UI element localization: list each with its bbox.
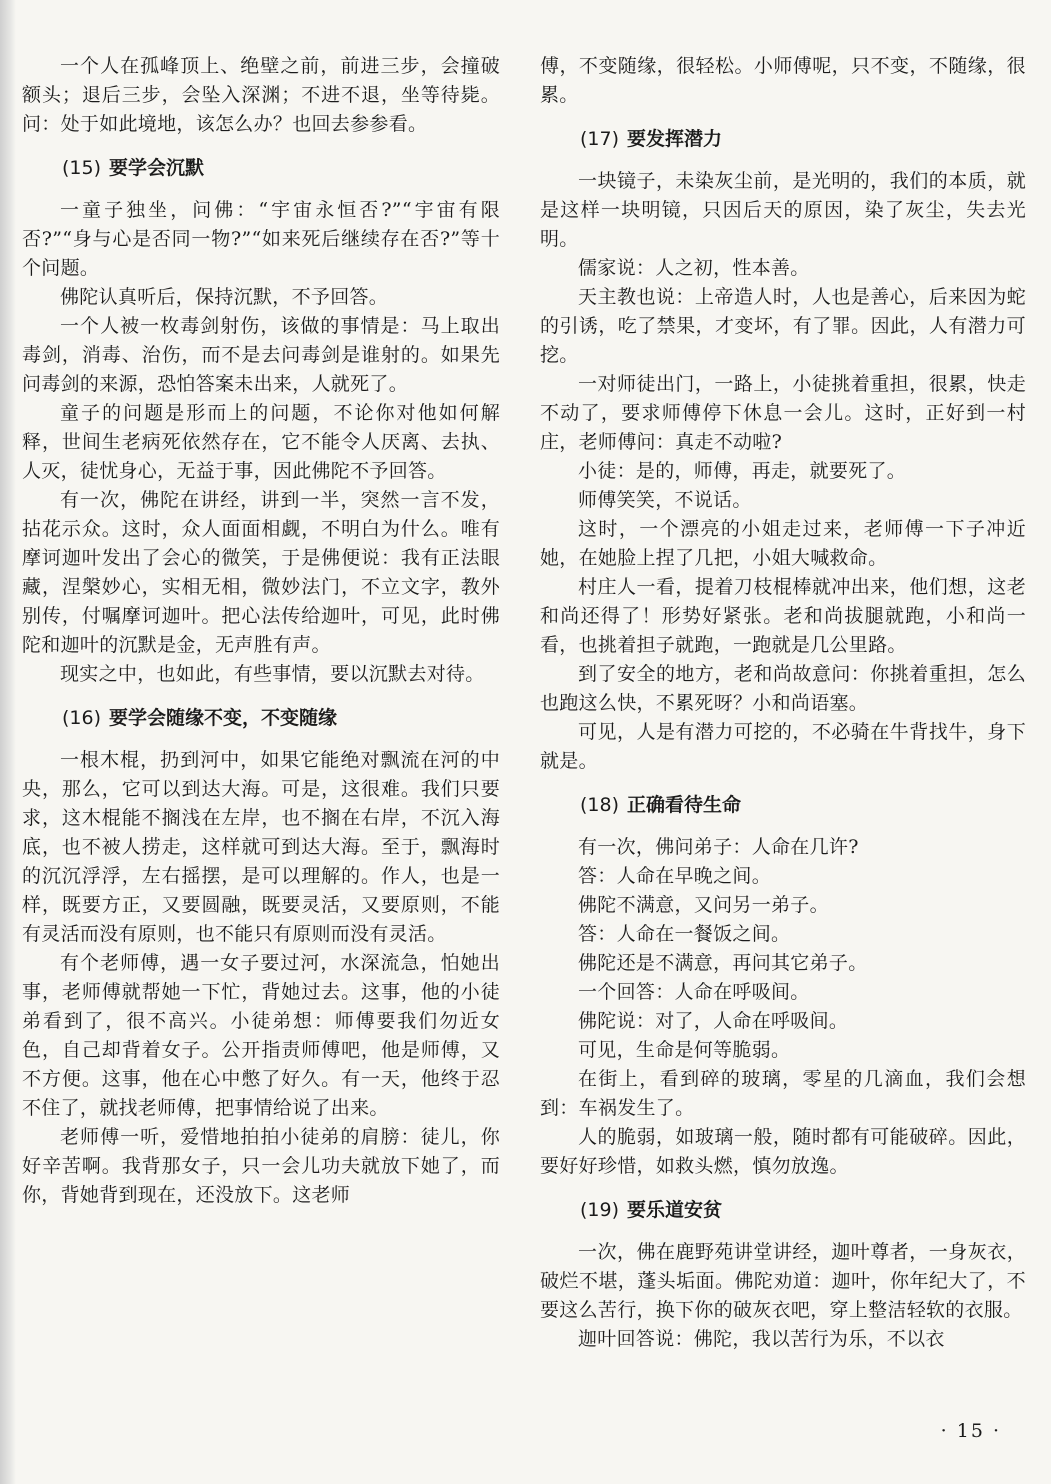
section-number: (17) xyxy=(580,128,620,150)
paragraph: 答：人命在早晚之间。 xyxy=(578,865,772,887)
paragraph: 一次，佛在鹿野苑讲堂讲经，迦叶尊者，一身灰衣，破烂不堪，蓬头垢面。佛陀劝道：迦叶，你年纪大了，不要这么苦行，换下你的破灰衣吧，穿上整洁轻软的衣服。 xyxy=(540,1241,1026,1321)
paragraph: 有一次，佛问弟子：人命在几许? xyxy=(578,836,859,858)
paragraph: 迦叶回答说：佛陀，我以苦行为乐，不以衣 xyxy=(578,1328,945,1350)
paragraph: 一块镜子，未染灰尘前，是光明的，我们的本质，就是这样一块明镜，只因后天的原因，染了灰尘，失去光明。 xyxy=(540,170,1026,250)
paragraph: 一个回答：人命在呼吸间。 xyxy=(578,981,810,1003)
paragraph: 可见，生命是何等脆弱。 xyxy=(578,1039,791,1061)
section-number: (19) xyxy=(580,1199,620,1221)
section-title: 要学会随缘不变，不变随缘 xyxy=(109,707,338,729)
paragraph: 一个人被一枚毒剑射伤，该做的事情是：马上取出毒剑，消毒、治伤，而不是去问毒剑是谁射的。如果先问毒剑的来源，恐怕答案未出来，人就死了。 xyxy=(22,315,500,395)
paragraph: 一根木棍，扔到河中，如果它能绝对飘流在河的中央，那么，它可以到达大海。可是，这很难。我们只要求，这木棍能不搁浅在左岸，也不搁在右岸，不沉入海底，也不被人捞走，这样就可到达大海。至于，飘海时的沉沉浮浮，左右摇摆，是可以理解的。作人，也是一样，既要方正，又要圆融，既要灵活，又要原则，不能有灵活而没有原则，也不能只有原则而没有灵活。 xyxy=(22,749,500,945)
right-column xyxy=(540,52,1026,1354)
paragraph: 童子的问题是形而上的问题，不论你对他如何解释，世间生老病死依然存在，它不能令人厌离、去执、人灭，徒忧身心，无益于事，因此佛陀不予回答。 xyxy=(22,402,500,482)
scan-shadow-edge xyxy=(0,0,16,1484)
section-title: 正确看待生命 xyxy=(627,794,742,816)
section-title: 要发挥潜力 xyxy=(627,128,723,150)
paragraph: 小徒：是的，师傅，再走，就要死了。 xyxy=(578,460,907,482)
section-number: (16) xyxy=(62,707,102,729)
paragraph: 有个老师傅，遇一女子要过河，水深流急，怕她出事，老师傅就帮她一下忙，背她过去。这事，他的小徒弟看到了，很不高兴。小徒弟想：师傅要我们勿近女色，自己却背着女子。公开指责师傅吧，他是师傅，又不方便。这事，他在心中憋了好久。有一天，他终于忍不住了，就找老师傅，把事情给说了出来。 xyxy=(22,952,500,1119)
section-heading xyxy=(22,153,500,183)
paragraph: 老师傅一听，爱惜地拍拍小徒弟的肩膀：徒儿，你好辛苦啊。我背那女子，只一会儿功夫就放下她了，而你，背她背到现在，还没放下。这老师 xyxy=(22,1126,500,1206)
paragraph: 一对师徒出门，一路上，小徒挑着重担，很累，快走不动了，要求师傅停下休息一会儿。这时，正好到一村庄，老师傅问：真走不动啦? xyxy=(540,373,1026,453)
section-number: (18) xyxy=(580,794,620,816)
section-number: (15) xyxy=(62,157,102,179)
paragraph: 人的脆弱，如玻璃一般，随时都有可能破碎。因此，要好好珍惜，如救头燃，慎勿放逸。 xyxy=(540,1126,1026,1177)
paragraph: 一童子独坐，问佛：“宇宙永恒否?”“宇宙有限否?”“身与心是否同一物?”“如来死后继续存在否?”等十个问题。 xyxy=(22,199,500,279)
section-title: 要乐道安贫 xyxy=(627,1199,723,1221)
section-heading xyxy=(22,703,500,733)
paragraph: 在街上，看到碎的玻璃，零星的几滴血，我们会想到：车祸发生了。 xyxy=(540,1068,1026,1119)
paragraph: 儒家说：人之初，性本善。 xyxy=(578,257,810,279)
section-heading xyxy=(540,124,1026,154)
left-column xyxy=(22,52,500,1210)
paragraph: 一个人在孤峰顶上、绝壁之前，前进三步，会撞破额头；退后三步，会坠入深渊；不进不退，坐等待毙。问：处于如此境地，该怎么办？也回去参参看。 xyxy=(22,55,500,135)
paragraph: 这时，一个漂亮的小姐走过来，老师傅一下子冲近她，在她脸上捏了几把，小姐大喊救命。 xyxy=(540,518,1026,569)
paragraph: 到了安全的地方，老和尚故意问：你挑着重担，怎么也跑这么快，不累死呀？小和尚语塞。 xyxy=(540,663,1026,714)
paragraph: 答：人命在一餐饭之间。 xyxy=(578,923,791,945)
paragraph: 佛陀认真听后，保持沉默，不予回答。 xyxy=(60,286,389,308)
paragraph: 天主教也说：上帝造人时，人也是善心，后来因为蛇的引诱，吃了禁果，才变坏，有了罪。因此，人有潜力可挖。 xyxy=(540,286,1026,366)
paragraph: 师傅笑笑，不说话。 xyxy=(578,489,752,511)
paragraph: 现实之中，也如此，有些事情，要以沉默去对待。 xyxy=(60,663,485,685)
paragraph: 傅，不变随缘，很轻松。小师傅呢，只不变，不随缘，很累。 xyxy=(540,55,1026,106)
page-number: · 15 · xyxy=(940,1420,1001,1442)
paragraph: 可见，人是有潜力可挖的，不必骑在牛背找牛，身下就是。 xyxy=(540,721,1026,772)
paragraph: 佛陀说：对了，人命在呼吸间。 xyxy=(578,1010,849,1032)
paragraph: 有一次，佛陀在讲经，讲到一半，突然一言不发，拈花示众。这时，众人面面相觑，不明白为什么。唯有摩诃迦叶发出了会心的微笑，于是佛便说：我有正法眼藏，涅槃妙心，实相无相，微妙法门，不立文字，教外别传，付嘱摩诃迦叶。把心法传给迦叶，可见，此时佛陀和迦叶的沉默是金，无声胜有声。 xyxy=(22,489,500,656)
paragraph: 佛陀不满意，又问另一弟子。 xyxy=(578,894,829,916)
section-heading xyxy=(540,1195,1026,1225)
paragraph: 佛陀还是不满意，再问其它弟子。 xyxy=(578,952,868,974)
paragraph: 村庄人一看，提着刀枝棍棒就冲出来，他们想，这老和尚还得了！形势好紧张。老和尚拔腿就跑，小和尚一看，也挑着担子就跑，一跑就是几公里路。 xyxy=(540,576,1026,656)
section-heading xyxy=(540,790,1026,820)
section-title: 要学会沉默 xyxy=(109,157,205,179)
